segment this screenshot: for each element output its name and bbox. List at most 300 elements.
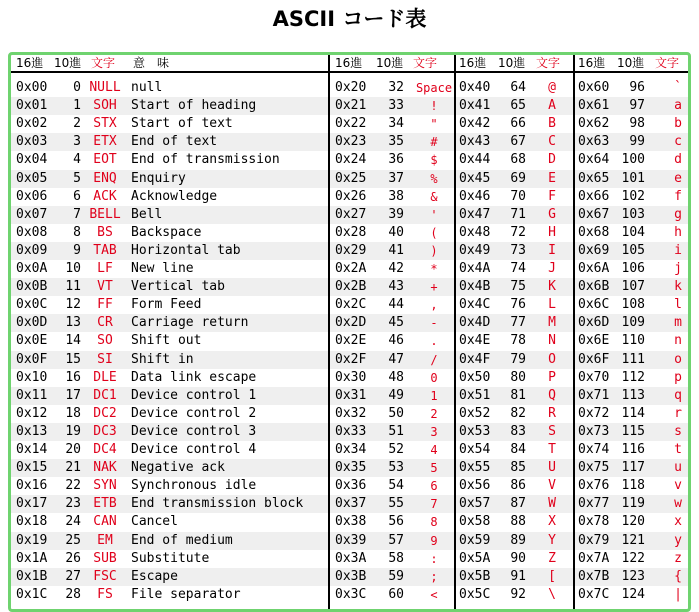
hex-code: 0x47	[459, 206, 491, 222]
table-row	[11, 97, 328, 115]
dec-code: 53	[388, 460, 404, 476]
char-glyph: h	[674, 224, 682, 240]
char-glyph: Space	[415, 81, 453, 95]
table-row	[11, 79, 328, 97]
table-row	[575, 206, 688, 224]
hex-code: 0x24	[335, 152, 367, 168]
table-row	[456, 513, 573, 531]
table-row	[11, 224, 328, 242]
header-dec: 10進	[54, 56, 82, 70]
hex-code: 0x3C	[335, 586, 367, 602]
char-glyph: d	[674, 152, 682, 168]
dec-code: 41	[388, 242, 404, 258]
hex-code: 0x34	[335, 442, 367, 457]
char-meaning: Start of text	[131, 116, 233, 132]
table-row	[456, 405, 573, 423]
char-glyph: e	[674, 170, 682, 186]
table-header	[575, 55, 688, 73]
char-abbr: BELL	[89, 206, 121, 222]
dec-code: 85	[510, 460, 526, 476]
hex-code: 0x50	[459, 369, 491, 385]
dec-code: 73	[510, 242, 526, 258]
char-glyph: l	[674, 297, 682, 313]
table-row	[456, 133, 573, 151]
char-glyph: 5	[430, 461, 438, 476]
table-row	[456, 441, 573, 459]
table-row	[575, 133, 688, 151]
dec-code: 34	[388, 116, 404, 132]
hex-code: 0x73	[578, 423, 610, 439]
char-glyph: S	[548, 423, 556, 439]
hex-code: 0x59	[459, 532, 491, 548]
char-glyph: q	[674, 387, 682, 403]
hex-code: 0x58	[459, 514, 491, 530]
char-abbr: VT	[97, 279, 113, 295]
dec-code: 111	[621, 351, 645, 367]
char-glyph: a	[674, 98, 682, 114]
table-row	[11, 278, 328, 296]
dec-code: 76	[510, 297, 526, 313]
hex-code: 0x16	[16, 478, 48, 494]
table-row	[11, 351, 328, 369]
dec-code: 45	[388, 315, 404, 331]
hex-code: 0x4C	[459, 297, 491, 313]
hex-code: 0x12	[16, 405, 48, 421]
table-row	[575, 568, 688, 586]
dec-code: 70	[510, 188, 526, 204]
header-hex: 16進	[459, 56, 487, 70]
table-row	[330, 586, 454, 604]
char-meaning: Form Feed	[131, 297, 202, 313]
char-meaning: Device control 2	[131, 405, 257, 421]
hex-code: 0x28	[335, 224, 367, 240]
table-row	[456, 423, 573, 441]
hex-code: 0x76	[578, 478, 610, 494]
hex-code: 0x05	[16, 170, 48, 186]
dec-code: 84	[510, 442, 526, 457]
char-meaning: File separator	[131, 586, 241, 602]
dec-code: 24	[65, 514, 81, 530]
dec-code: 98	[629, 116, 645, 132]
char-glyph: F	[548, 188, 556, 204]
char-glyph: M	[548, 315, 556, 331]
dec-code: 46	[388, 333, 404, 349]
hex-code: 0x38	[335, 514, 367, 530]
dec-code: 113	[621, 387, 645, 403]
dec-code: 88	[510, 514, 526, 530]
table-row	[11, 513, 328, 531]
dec-code: 110	[621, 333, 645, 349]
char-glyph: $	[430, 153, 438, 168]
table-row	[575, 423, 688, 441]
hex-code: 0x41	[459, 98, 491, 114]
char-meaning: Backspace	[131, 224, 202, 240]
hex-code: 0x0E	[16, 333, 48, 349]
char-abbr: SYN	[93, 478, 117, 494]
char-glyph: U	[548, 460, 556, 476]
char-glyph: 2	[430, 406, 438, 421]
char-abbr: TAB	[93, 242, 117, 258]
hex-code: 0x56	[459, 478, 491, 494]
hex-code: 0x57	[459, 496, 491, 512]
table-row	[575, 532, 688, 550]
dec-code: 96	[629, 80, 645, 95]
hex-code: 0x6A	[578, 261, 610, 276]
table-row	[11, 405, 328, 423]
dec-code: 74	[510, 261, 526, 276]
table-row	[330, 495, 454, 513]
control-char-block	[11, 55, 328, 609]
dec-code: 40	[388, 224, 404, 240]
hex-code: 0x70	[578, 369, 610, 385]
table-row	[330, 151, 454, 169]
hex-code: 0x69	[578, 242, 610, 258]
hex-code: 0x53	[459, 423, 491, 439]
hex-code: 0x54	[459, 442, 491, 457]
dec-code: 117	[621, 460, 645, 476]
header-char: 文字	[413, 56, 438, 70]
table-row	[330, 206, 454, 224]
dec-code: 13	[65, 315, 81, 331]
dec-code: 32	[388, 80, 404, 95]
hex-code: 0x44	[459, 152, 491, 168]
char-glyph: H	[548, 224, 556, 240]
dec-code: 103	[621, 206, 645, 222]
hex-code: 0x72	[578, 405, 610, 421]
table-row	[11, 332, 328, 350]
char-meaning: Carriage return	[131, 315, 249, 331]
dec-code: 23	[65, 496, 81, 512]
hex-code: 0x68	[578, 224, 610, 240]
header-hex: 16進	[16, 56, 44, 70]
hex-code: 0x7A	[578, 550, 610, 566]
hex-code: 0x6B	[578, 279, 610, 295]
table-row	[330, 459, 454, 477]
hex-code: 0x1A	[16, 550, 48, 566]
dec-code: 57	[388, 532, 404, 548]
dec-code: 56	[388, 514, 404, 530]
dec-code: 55	[388, 496, 404, 512]
char-glyph: c	[674, 134, 682, 150]
dec-code: 106	[621, 261, 645, 276]
dec-code: 64	[510, 80, 526, 95]
char-glyph: w	[674, 496, 682, 512]
char-meaning: Device control 3	[131, 423, 257, 439]
char-abbr: ENQ	[93, 170, 117, 186]
table-row	[11, 568, 328, 586]
hex-code: 0x4B	[459, 279, 491, 295]
table-header	[11, 55, 328, 73]
dec-code: 48	[388, 369, 404, 385]
char-glyph: R	[548, 405, 556, 421]
dec-code: 116	[621, 442, 645, 457]
dec-code: 19	[65, 423, 81, 439]
hex-code: 0x13	[16, 423, 48, 439]
hex-code: 0x03	[16, 134, 48, 150]
dec-code: 3	[73, 134, 81, 150]
char-abbr: DC3	[93, 423, 117, 439]
dec-code: 89	[510, 532, 526, 548]
table-row	[11, 550, 328, 568]
hex-code: 0x2F	[335, 351, 367, 367]
hex-code: 0x3A	[335, 550, 367, 566]
char-glyph: -	[430, 316, 438, 331]
char-meaning: Acknowledge	[131, 188, 218, 204]
char-glyph: C	[548, 134, 556, 150]
table-row	[330, 170, 454, 188]
dec-code: 82	[510, 405, 526, 421]
char-glyph: L	[548, 297, 556, 313]
char-abbr: FF	[97, 297, 113, 313]
char-glyph: X	[548, 514, 556, 530]
hex-code: 0x37	[335, 496, 367, 512]
char-abbr: DC2	[93, 405, 117, 421]
char-glyph: G	[548, 206, 556, 222]
hex-code: 0x01	[16, 98, 48, 114]
dec-code: 97	[629, 98, 645, 114]
dec-code: 39	[388, 206, 404, 222]
table-row	[330, 314, 454, 332]
dec-code: 109	[621, 315, 645, 331]
dec-code: 21	[65, 460, 81, 476]
table-row	[11, 188, 328, 206]
char-glyph: T	[548, 442, 556, 457]
char-meaning: Negative ack	[131, 460, 225, 476]
dec-code: 104	[621, 224, 645, 240]
dec-code: 17	[65, 387, 81, 403]
dec-code: 14	[65, 333, 81, 349]
header-dec: 10進	[498, 56, 526, 70]
char-abbr: SO	[97, 333, 113, 349]
dec-code: 22	[65, 478, 81, 494]
header-hex: 16進	[578, 56, 606, 70]
table-row	[330, 423, 454, 441]
table-row	[330, 296, 454, 314]
table-row	[456, 532, 573, 550]
table-row	[575, 405, 688, 423]
char-block-0x20	[330, 55, 454, 609]
dec-code: 16	[65, 369, 81, 385]
table-row	[11, 170, 328, 188]
char-glyph: u	[674, 460, 682, 476]
table-row	[575, 459, 688, 477]
hex-code: 0x36	[335, 478, 367, 494]
dec-code: 26	[65, 550, 81, 566]
table-row	[456, 332, 573, 350]
char-abbr: EM	[97, 532, 113, 548]
dec-code: 44	[388, 297, 404, 313]
char-meaning: Shift in	[131, 351, 194, 367]
hex-code: 0x07	[16, 206, 48, 222]
dec-code: 72	[510, 224, 526, 240]
char-glyph: A	[548, 98, 556, 114]
char-glyph: /	[430, 352, 438, 367]
hex-code: 0x25	[335, 170, 367, 186]
char-glyph: I	[548, 242, 556, 258]
table-row	[330, 332, 454, 350]
hex-code: 0x6C	[578, 297, 610, 313]
char-meaning: Start of heading	[131, 98, 257, 114]
char-block-0x60	[575, 55, 688, 609]
hex-code: 0x4E	[459, 333, 491, 349]
dec-code: 100	[621, 152, 645, 168]
hex-code: 0x17	[16, 496, 48, 512]
dec-code: 2	[73, 116, 81, 132]
char-meaning: Synchronous idle	[131, 478, 257, 494]
char-glyph: 3	[430, 424, 438, 439]
table-row	[330, 532, 454, 550]
table-row	[330, 550, 454, 568]
hex-code: 0x14	[16, 442, 48, 457]
hex-code: 0x40	[459, 80, 491, 95]
table-row	[456, 495, 573, 513]
char-meaning: Device control 4	[131, 442, 257, 457]
dec-code: 18	[65, 405, 81, 421]
hex-code: 0x32	[335, 405, 367, 421]
char-glyph: #	[430, 135, 438, 150]
table-row	[330, 369, 454, 387]
dec-code: 60	[388, 586, 404, 602]
hex-code: 0x42	[459, 116, 491, 132]
table-row	[330, 405, 454, 423]
hex-code: 0x33	[335, 423, 367, 439]
table-row	[330, 115, 454, 133]
hex-code: 0x2C	[335, 297, 367, 313]
header-hex: 16進	[335, 56, 363, 70]
char-glyph: t	[674, 442, 682, 457]
hex-code: 0x11	[16, 387, 48, 403]
table-row	[575, 332, 688, 350]
hex-code: 0x66	[578, 188, 610, 204]
table-row	[456, 188, 573, 206]
char-glyph: <	[430, 587, 438, 602]
table-row	[330, 242, 454, 260]
char-abbr: SOH	[93, 98, 117, 114]
hex-code: 0x30	[335, 369, 367, 385]
char-glyph: "	[430, 117, 438, 132]
char-meaning: Substitute	[131, 550, 210, 566]
table-row	[11, 387, 328, 405]
dec-code: 9	[73, 242, 81, 258]
hex-code: 0x65	[578, 170, 610, 186]
table-row	[11, 586, 328, 604]
dec-code: 80	[510, 369, 526, 385]
table-header	[330, 55, 454, 73]
char-glyph: p	[674, 369, 682, 385]
table-row	[575, 242, 688, 260]
char-meaning: Bell	[131, 206, 163, 222]
dec-code: 12	[65, 297, 81, 313]
char-glyph: W	[548, 496, 556, 512]
dec-code: 65	[510, 98, 526, 114]
hex-code: 0x2B	[335, 279, 367, 295]
char-glyph: r	[674, 405, 682, 421]
table-row	[11, 206, 328, 224]
table-row	[575, 79, 688, 97]
char-glyph: s	[674, 423, 682, 439]
dec-code: 66	[510, 116, 526, 132]
hex-code: 0x06	[16, 188, 48, 204]
char-glyph: Y	[548, 532, 556, 548]
dec-code: 118	[621, 478, 645, 494]
table-row	[575, 188, 688, 206]
dec-code: 7	[73, 206, 81, 222]
dec-code: 81	[510, 387, 526, 403]
table-row	[330, 97, 454, 115]
table-row	[456, 387, 573, 405]
page-title: ASCII コード表	[272, 7, 427, 31]
table-row	[575, 314, 688, 332]
table-row	[456, 296, 573, 314]
char-glyph: m	[674, 315, 682, 331]
char-block-0x40	[456, 55, 573, 609]
table-row	[456, 224, 573, 242]
dec-code: 47	[388, 351, 404, 367]
hex-code: 0x3B	[335, 568, 367, 584]
hex-code: 0x5B	[459, 568, 491, 584]
char-abbr: SI	[97, 351, 113, 367]
hex-code: 0x60	[578, 80, 610, 95]
char-glyph: `	[674, 80, 682, 95]
hex-code: 0x23	[335, 134, 367, 150]
hex-code: 0x35	[335, 460, 367, 476]
hex-code: 0x0B	[16, 279, 48, 295]
hex-code: 0x2E	[335, 333, 367, 349]
table-row	[575, 151, 688, 169]
char-glyph: @	[548, 80, 556, 95]
char-glyph: 6	[430, 479, 438, 494]
char-abbr: FSC	[93, 568, 117, 584]
table-row	[456, 351, 573, 369]
header-dec: 10進	[617, 56, 645, 70]
hex-code: 0x67	[578, 206, 610, 222]
table-row	[575, 260, 688, 278]
table-row	[575, 278, 688, 296]
dec-code: 11	[65, 279, 81, 295]
char-abbr: CAN	[93, 514, 117, 530]
table-row	[330, 278, 454, 296]
table-row	[11, 423, 328, 441]
dec-code: 75	[510, 279, 526, 295]
hex-code: 0x61	[578, 98, 610, 114]
char-glyph: P	[548, 369, 556, 385]
dec-code: 5	[73, 170, 81, 186]
char-abbr: EOT	[93, 152, 117, 168]
char-glyph: Z	[548, 550, 556, 566]
table-row	[330, 351, 454, 369]
dec-code: 4	[73, 152, 81, 168]
dec-code: 114	[621, 405, 645, 421]
table-row	[456, 242, 573, 260]
table-row	[11, 459, 328, 477]
header-char: 文字	[91, 56, 116, 70]
dec-code: 15	[65, 351, 81, 367]
char-glyph: ,	[430, 298, 438, 313]
dec-code: 78	[510, 333, 526, 349]
hex-code: 0x45	[459, 170, 491, 186]
dec-code: 6	[73, 188, 81, 204]
table-row	[330, 133, 454, 151]
table-row	[456, 115, 573, 133]
char-meaning: End of medium	[131, 532, 233, 548]
dec-code: 36	[388, 152, 404, 168]
table-row	[330, 387, 454, 405]
dec-code: 123	[621, 568, 645, 584]
char-glyph: x	[674, 514, 682, 530]
char-glyph: V	[548, 478, 556, 494]
char-abbr: LF	[97, 261, 113, 276]
hex-code: 0x15	[16, 460, 48, 476]
